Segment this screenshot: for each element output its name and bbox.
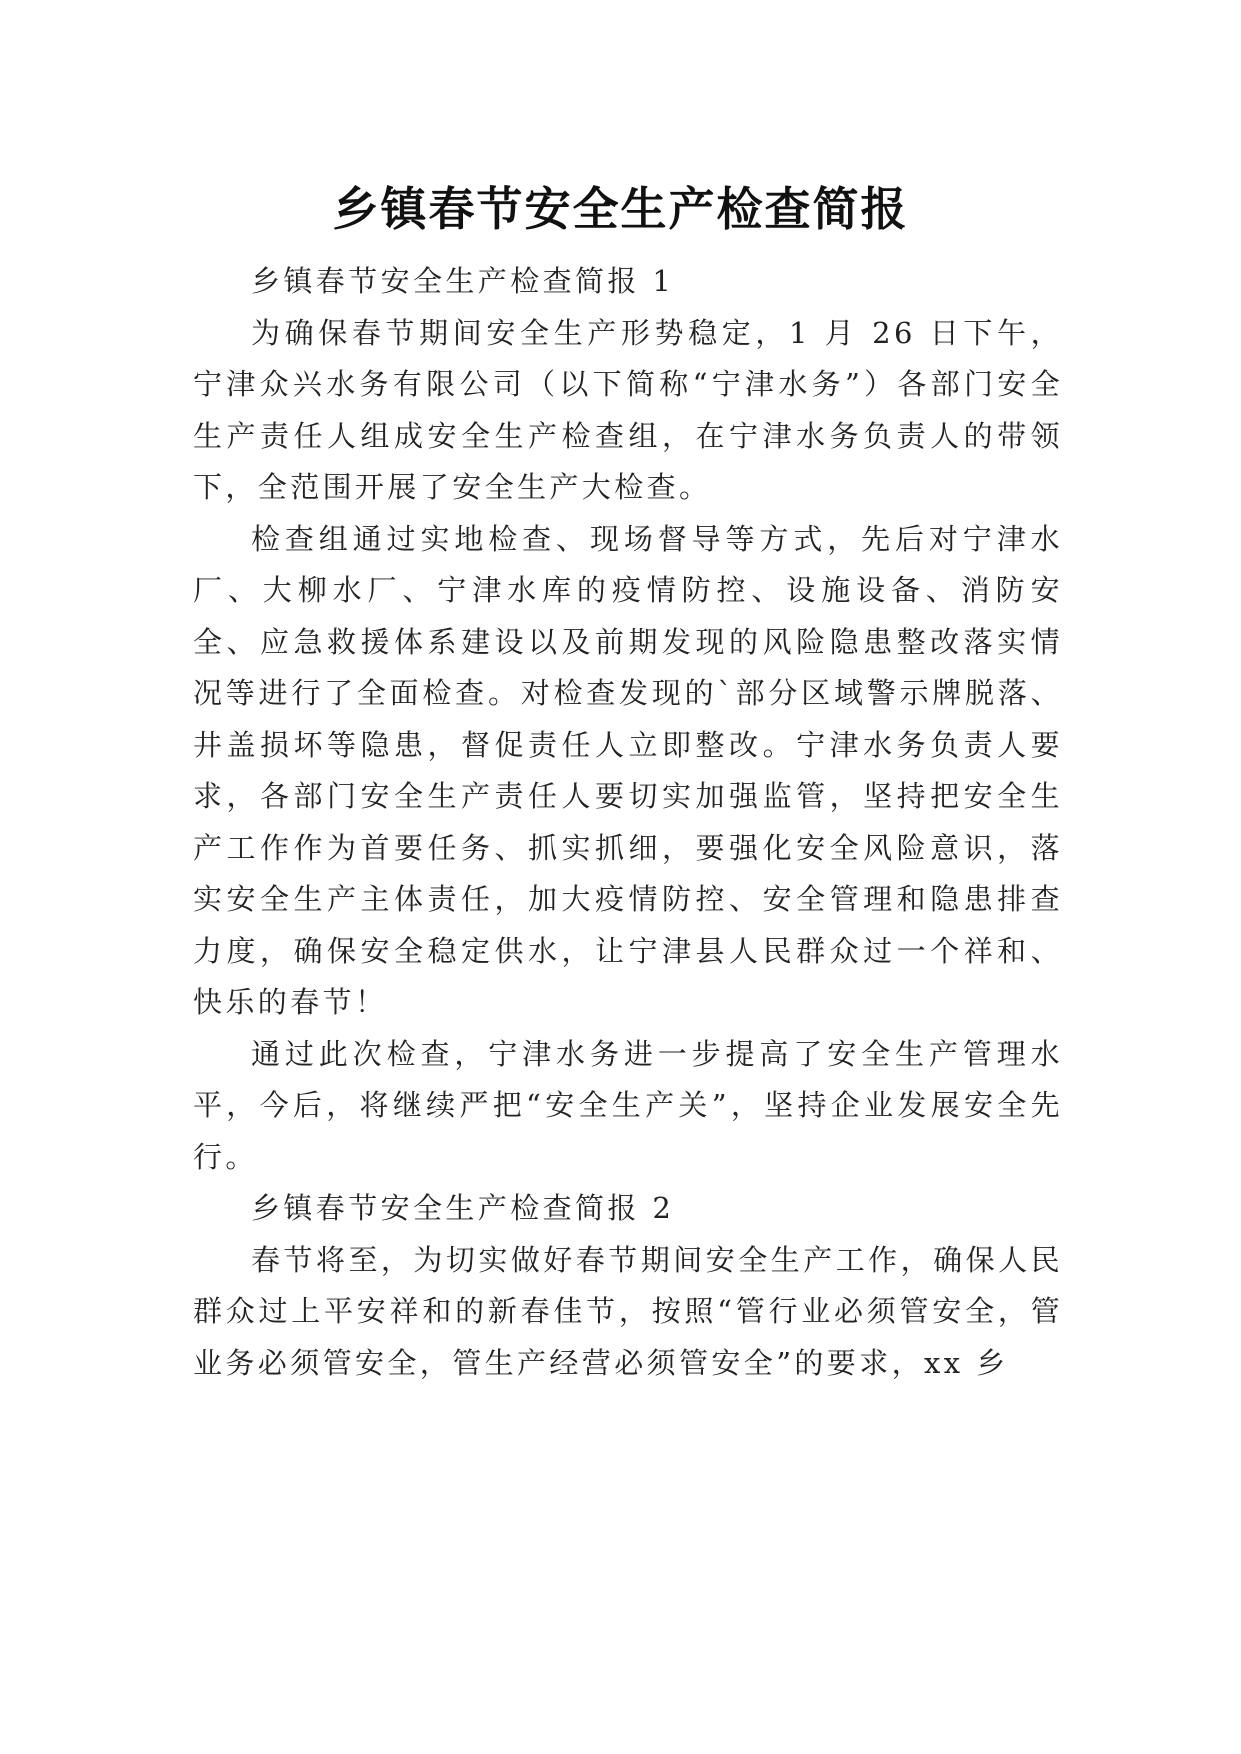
section-heading-1: 乡镇春节安全生产检查简报 1 <box>251 264 675 298</box>
document-title: 乡镇春节安全生产检查简报 <box>332 181 909 236</box>
document-body <box>193 256 1063 1389</box>
paragraph-section2-intro: 春节将至，为切实做好春节期间安全生产工作，确保人民群众过上平安祥和的新春佳节，按照“管行业必须管安全，管业务必须管安全，管生产经营必须管安全”的要求，xx 乡 <box>193 1242 1063 1380</box>
paragraph-inspection: 检查组通过实地检查、现场督导等方式，先后对宁津水厂、大柳水厂、宁津水库的疫情防控、设施设备、消防安全、应急救援体系建设以及前期发现的风险隐患整改落实情况等进行了全面检查。对检查发现的`部分区域警示牌脱落、井盖损坏等隐患，督促责任人立即整改。宁津水务负责人要求，各部门安全生产责任人要切实加强监管，坚持把安全生产工作作为首要任务、抓实抓细，要强化安全风险意识，落实安全生产主体责任，加大疫情防控、安全管理和隐患排查力度，确保安全稳定供水，让宁津县人民群众过一个祥和、快乐的春节！ <box>193 521 1063 1019</box>
paragraph-intro: 为确保春节期间安全生产形势稳定，1 月 26 日下午，宁津众兴水务有限公司（以下简称“宁津水务”）各部门安全生产责任人组成安全生产检查组，在宁津水务负责人的带领下，全范围开展了安全生产大检查。 <box>193 315 1063 504</box>
paragraph-conclusion: 通过此次检查，宁津水务进一步提高了安全生产管理水平，今后，将继续严把“安全生产关”，坚持企业发展安全先行。 <box>193 1036 1063 1174</box>
section-heading-2: 乡镇春节安全生产检查简报 2 <box>251 1191 675 1225</box>
